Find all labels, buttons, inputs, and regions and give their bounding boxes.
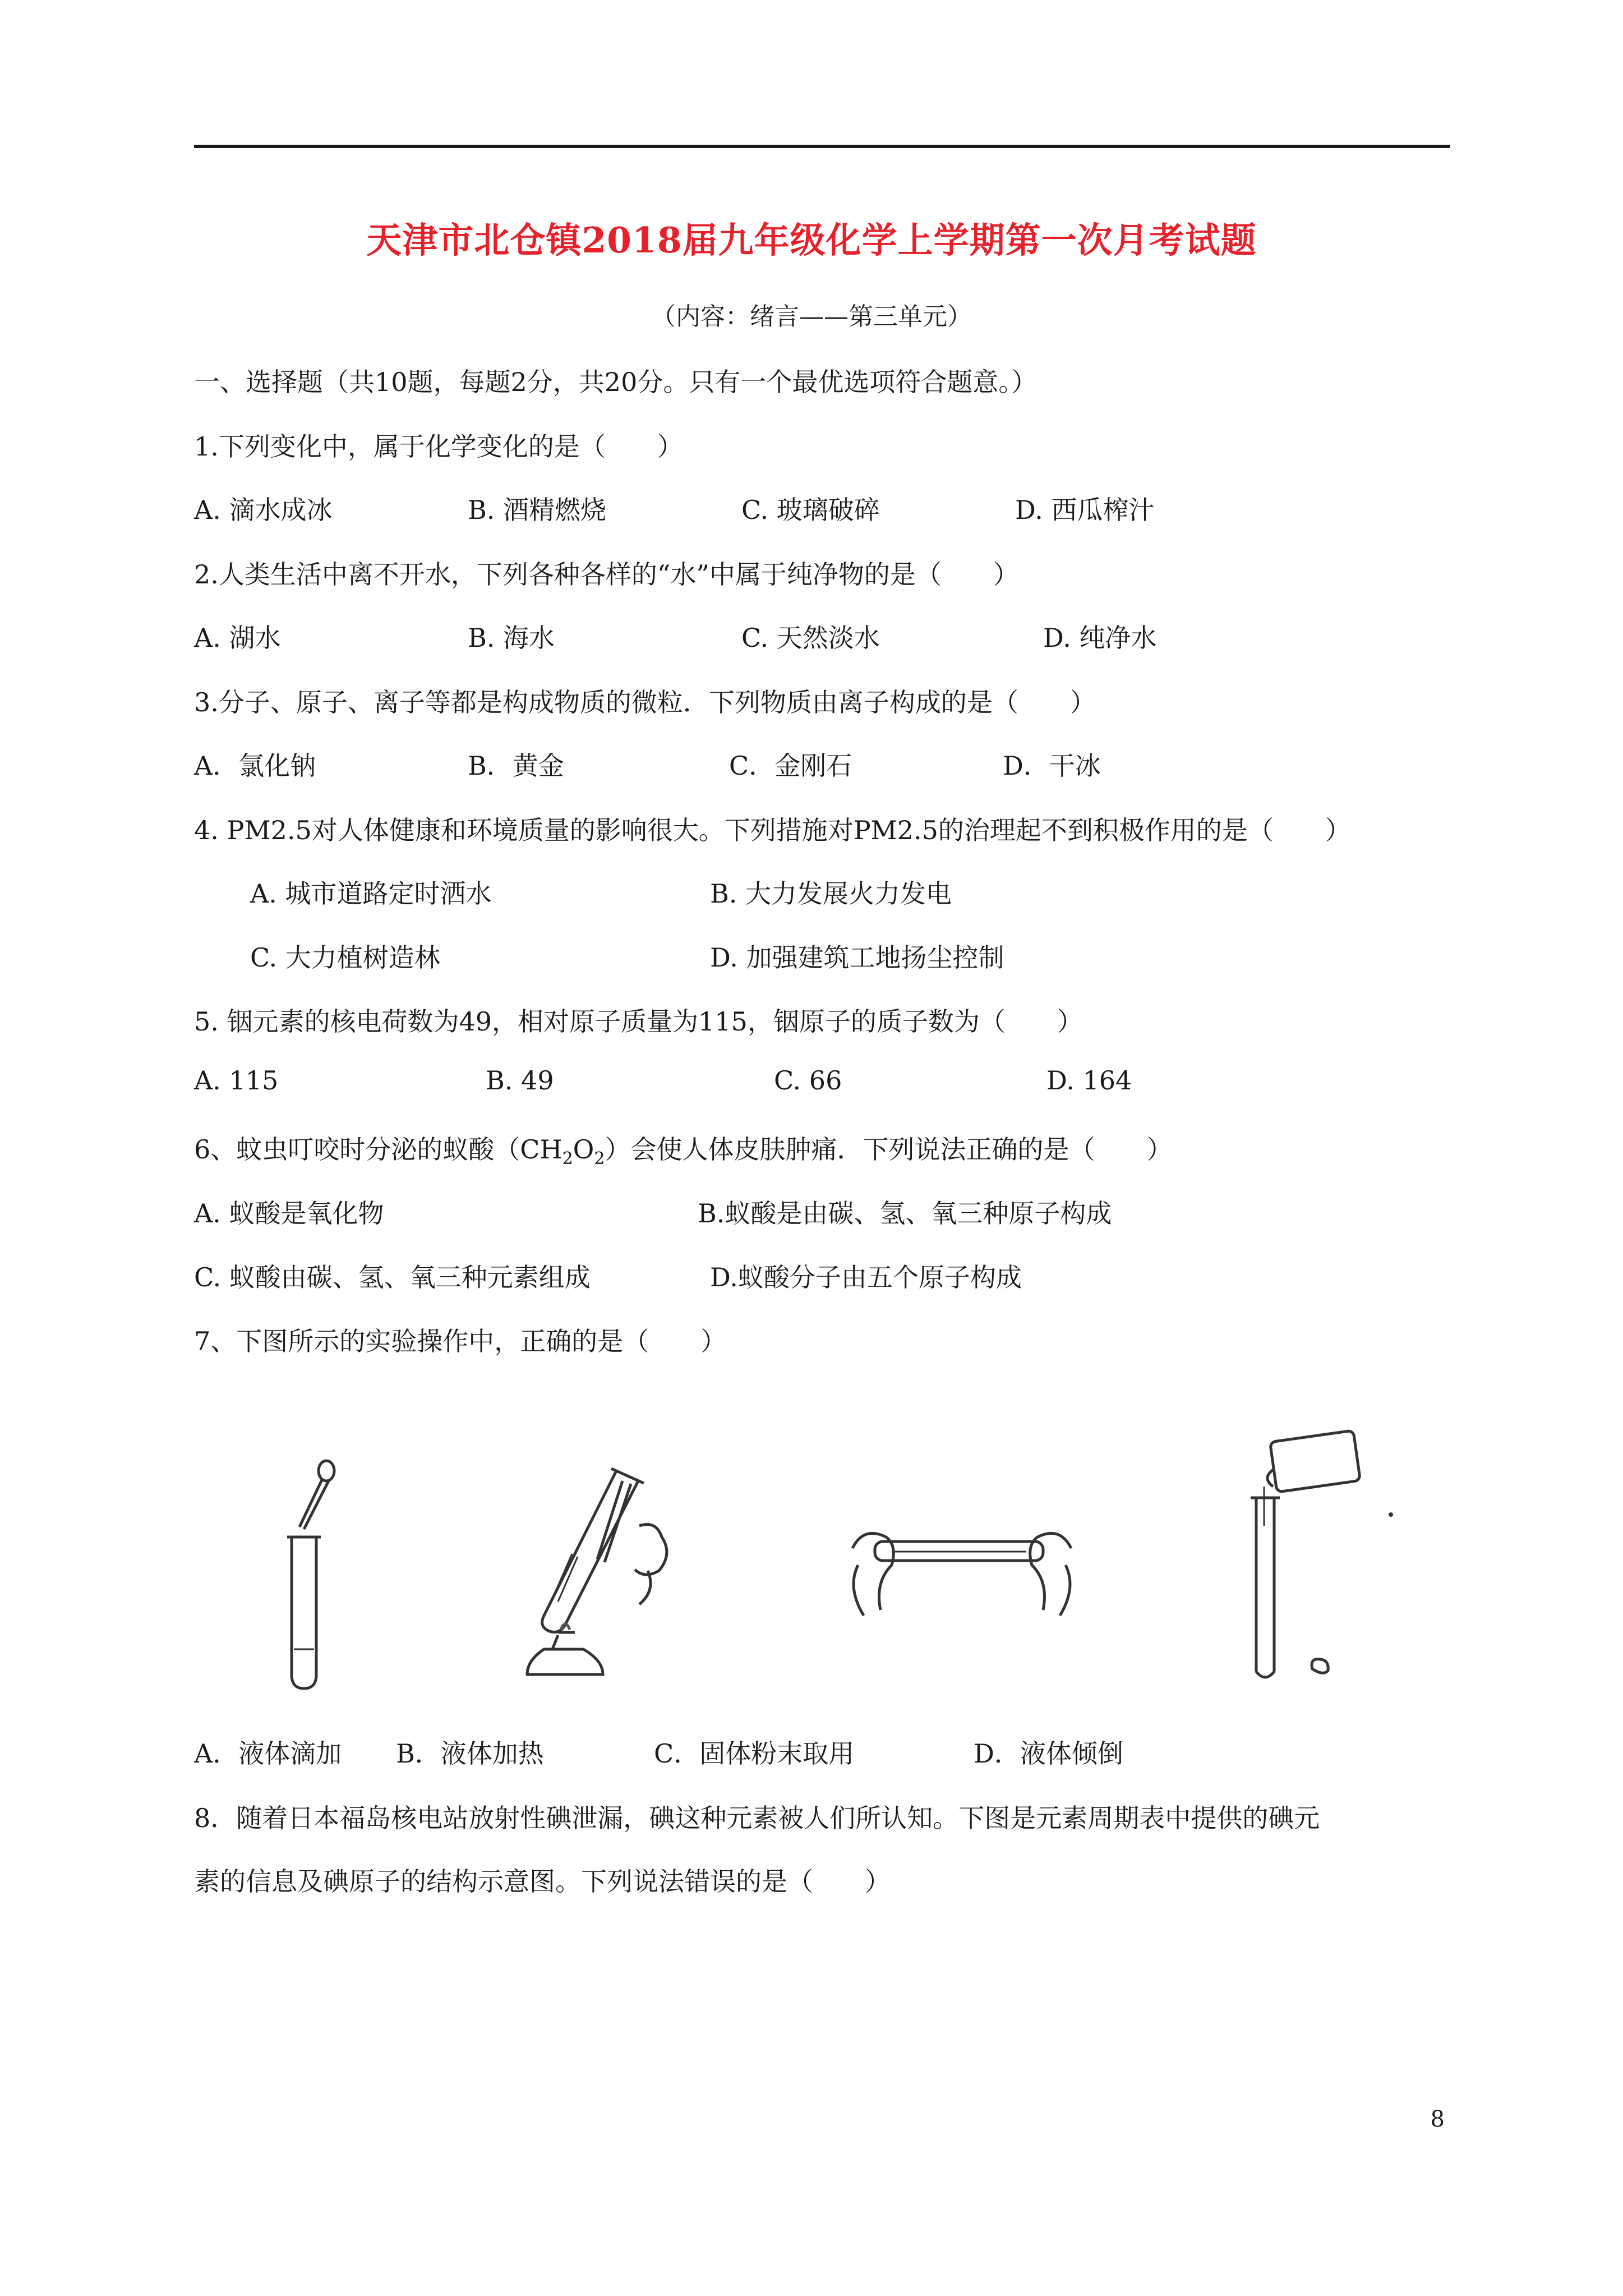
q4-option-b: B. 大力发展火力发电 bbox=[710, 878, 952, 909]
q6-option-b: B.蚁酸是由碳、氢、氧三种原子构成 bbox=[698, 1198, 1112, 1228]
q6-stem-o: O bbox=[573, 1134, 594, 1165]
q2-option-c: C. 天然淡水 bbox=[741, 623, 880, 653]
q5-option-c: C. 66 bbox=[774, 1065, 842, 1096]
q5-option-b: B. 49 bbox=[486, 1065, 554, 1096]
q4-option-a: A. 城市道路定时洒水 bbox=[250, 878, 492, 909]
q3-option-d: D．干冰 bbox=[1003, 751, 1101, 781]
q1-option-c: C. 玻璃破碎 bbox=[741, 495, 880, 525]
top-rule bbox=[194, 145, 1450, 148]
question-7-stem: 7、下图所示的实验操作中，正确的是（ ） bbox=[194, 1326, 727, 1356]
q6-subscript-o: 2 bbox=[594, 1149, 605, 1169]
q4-option-c: C. 大力植树造林 bbox=[250, 942, 440, 973]
q2-option-d: D. 纯净水 bbox=[1043, 623, 1157, 653]
q3-option-b: B．黄金 bbox=[468, 751, 564, 781]
section-heading: 一、选择题（共10题，每题2分，共20分。只有一个最优选项符合题意。） bbox=[194, 367, 1038, 397]
question-4-stem: 4. PM2.5对人体健康和环境质量的影响很大。下列措施对PM2.5的治理起不到积极作用的是（ ） bbox=[194, 815, 1351, 845]
page-title: 天津市北仓镇2018届九年级化学上学期第一次月考试题 bbox=[366, 219, 1257, 261]
q6-option-d: D.蚁酸分子由五个原子构成 bbox=[710, 1262, 1022, 1292]
q6-stem-main: 6、蚊虫叮咬时分泌的蚁酸（CH bbox=[194, 1134, 562, 1165]
q1-option-a: A. 滴水成冰 bbox=[194, 495, 333, 525]
q6-stem-tail: ）会使人体皮肤肿痛．下列说法正确的是（ ） bbox=[605, 1134, 1173, 1165]
q7-option-b: B．液体加热 bbox=[396, 1738, 544, 1769]
q7-option-d: D．液体倾倒 bbox=[974, 1738, 1123, 1769]
question-2-stem: 2.人类生活中离不开水，下列各种各样的“水”中属于纯净物的是（ ） bbox=[194, 559, 1019, 590]
q5-option-d: D. 164 bbox=[1046, 1065, 1132, 1096]
q3-option-c: C．金刚石 bbox=[729, 751, 852, 781]
question-3-stem: 3.分子、原子、离子等都是构成物质的微粒．下列物质由离子构成的是（ ） bbox=[194, 687, 1096, 717]
q4-option-d: D. 加强建筑工地扬尘控制 bbox=[710, 942, 1004, 973]
q5-option-a: A. 115 bbox=[194, 1065, 279, 1096]
q6-option-a: A. 蚁酸是氧化物 bbox=[194, 1198, 384, 1228]
q3-option-a: A．氯化钠 bbox=[194, 751, 316, 781]
q1-option-b: B. 酒精燃烧 bbox=[468, 495, 607, 525]
q7-option-c: C．固体粉末取用 bbox=[654, 1738, 855, 1769]
q6-option-c: C. 蚁酸由碳、氢、氧三种元素组成 bbox=[194, 1262, 591, 1292]
q1-option-d: D. 西瓜榨汁 bbox=[1015, 495, 1155, 525]
heating-test-tube-icon bbox=[505, 1458, 718, 1694]
q2-option-a: A. 湖水 bbox=[194, 623, 281, 653]
question-6-stem bbox=[194, 1129, 1172, 1168]
question-8-stem-line-1: 8．随着日本福岛核电站放射性碘泄漏，碘这种元素被人们所认知。下图是元素周期表中提供的碘元 bbox=[194, 1803, 1320, 1833]
question-8-stem-line-2: 素的信息及碘原子的结构示意图。下列说法错误的是（ ） bbox=[194, 1866, 891, 1897]
question-1-stem: 1.下列变化中，属于化学变化的是（ ） bbox=[194, 431, 683, 462]
dropper-test-tube-icon bbox=[264, 1458, 365, 1694]
q7-option-a: A．液体滴加 bbox=[194, 1738, 342, 1769]
question-5-stem: 5. 铟元素的核电荷数为49，相对原子质量为115，铟原子的质子数为（ ） bbox=[194, 1006, 1083, 1037]
q2-option-b: B. 海水 bbox=[468, 623, 555, 653]
q6-subscript-h: 2 bbox=[562, 1149, 573, 1169]
powder-in-tube-icon bbox=[841, 1515, 1082, 1627]
page-subtitle: （内容：绪言——第三单元） bbox=[651, 302, 972, 331]
page-number: 8 bbox=[1430, 2106, 1445, 2132]
pouring-liquid-icon bbox=[1217, 1425, 1419, 1694]
